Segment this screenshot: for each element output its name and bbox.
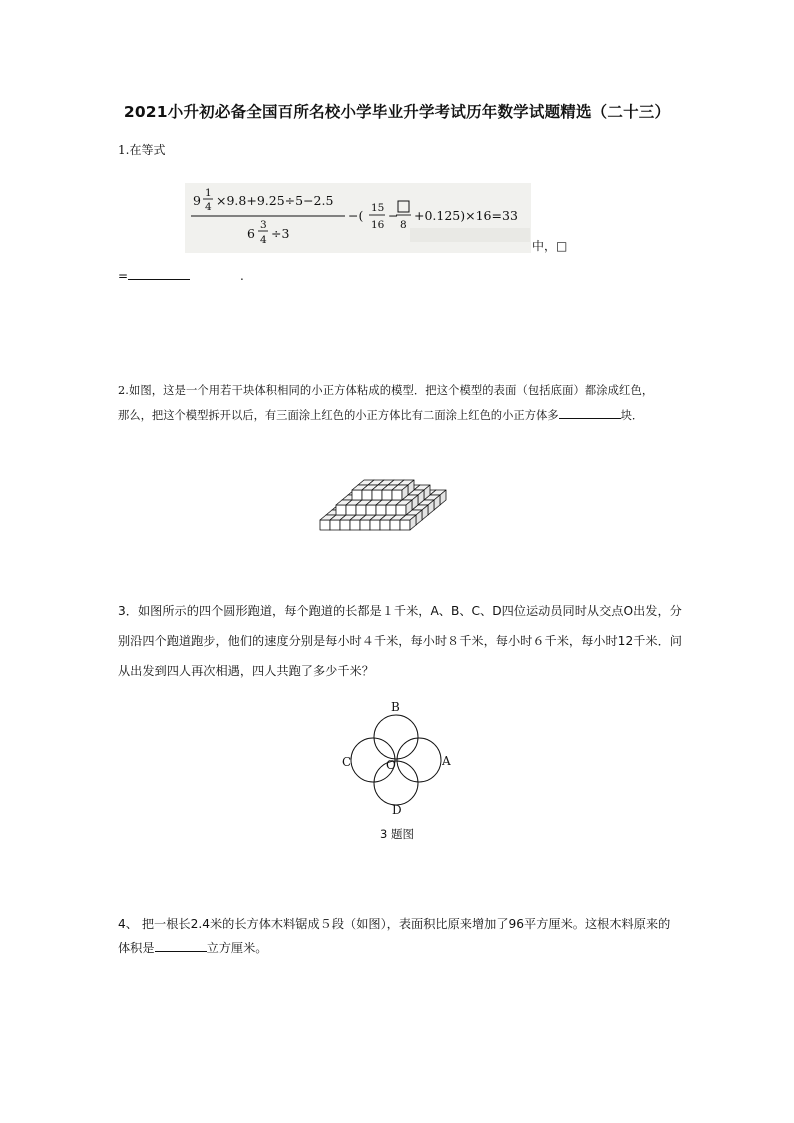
q3-figure-caption: 3 题图 [380,827,414,841]
q4-line2-b: 立方厘米。 [206,941,268,955]
label-b: B [391,700,400,714]
q3-line1: 3．如图所示的四个圆形跑道，每个跑道的长都是１千米，A、B、C、D四位运动员同时从交点O出发，分 [118,604,682,618]
q2-line2-b: 块． [620,409,644,422]
circle-b [374,715,418,759]
q2-line2-a: 那么，把这个模型拆开以后，有三面涂上红色的小正方体比有二面涂上红色的小正方体多 [118,409,559,422]
q4-line2 [118,938,268,958]
eq-minus: − [388,208,399,223]
eq-top-rest: ×9.8+9.25÷5−2.5 [216,193,334,208]
cube-face [352,490,362,500]
eq-mixed2-whole: 6 [247,226,255,241]
label-o: O [386,758,396,772]
circle-d [374,761,418,805]
label-a: A [442,754,451,768]
eq-minus-open: −( [348,208,364,223]
cube-face [330,520,340,530]
q1-suffix: 中，□ [532,239,568,253]
cube-face [376,505,386,515]
q1-answer-blank[interactable] [128,266,190,280]
cube-face [366,505,376,515]
q2-answer-blank[interactable] [559,405,621,419]
eq-box-den: 8 [400,219,407,231]
q1-end-dot: . [240,269,244,283]
q3-line2: 别沿四个跑道跑步，他们的速度分别是每小时４千米，每小时８千米，每小时６千米，每小时12千米．问 [118,634,682,648]
cube-face [362,490,372,500]
cube-face [360,520,370,530]
q2-line1: 2.如图，这是一个用若干块体积相同的小正方体粘成的模型．把这个模型的表面（包括底面）都涂成红色， [118,384,654,397]
label-c: C [342,755,352,769]
cube-face [372,490,382,500]
q4-answer-blank[interactable] [155,938,207,952]
cube-face [392,490,402,500]
cube-face [346,505,356,515]
q1-answer-line [118,266,190,286]
cube-face [370,520,380,530]
four-circles-figure [336,697,460,821]
eq-mixed1-num: 1 [205,187,212,199]
cube-face [320,520,330,530]
cube-face [400,520,410,530]
circle-a [397,738,441,782]
cube-face [350,520,360,530]
eq-f1-num: 15 [371,202,385,214]
eq-mixed1-whole: 9 [193,193,201,208]
q2-line2 [118,405,643,426]
eq-mixed2-num: 3 [260,219,267,231]
eq-mixed2-den: 4 [260,234,267,246]
cube-face [386,505,396,515]
cube-face [356,505,366,515]
cube-pyramid-figure [314,448,470,540]
q1-answer-prefix: = [118,269,129,283]
cube-face [382,490,392,500]
eq-tail: +0.125)×16=33 [414,208,518,223]
label-d: D [392,803,402,817]
cube-face [396,505,406,515]
eq-mixed1-den: 4 [205,201,212,213]
page-title: 2021小升初必备全国百所名校小学毕业升学考试历年数学试题精选（二十三） [123,103,671,121]
cube-face [390,520,400,530]
cube-face [340,520,350,530]
q3-line3: 从出发到四人再次相遇，四人共跑了多少千米？ [118,664,374,678]
q1-equation-image [185,183,531,253]
cube-face [336,505,346,515]
eq-bottom-rest: ÷3 [271,226,290,241]
eq-f1-den: 16 [371,219,385,231]
q4-line2-a: 体积是 [118,941,155,955]
q4-line1: 4、 把一根长2.4米的长方体木料锯成５段（如图），表面积比原来增加了96平方厘米。这根木料原来的 [118,917,671,931]
cube-face [380,520,390,530]
q1-prefix: 1.在等式 [118,143,166,157]
